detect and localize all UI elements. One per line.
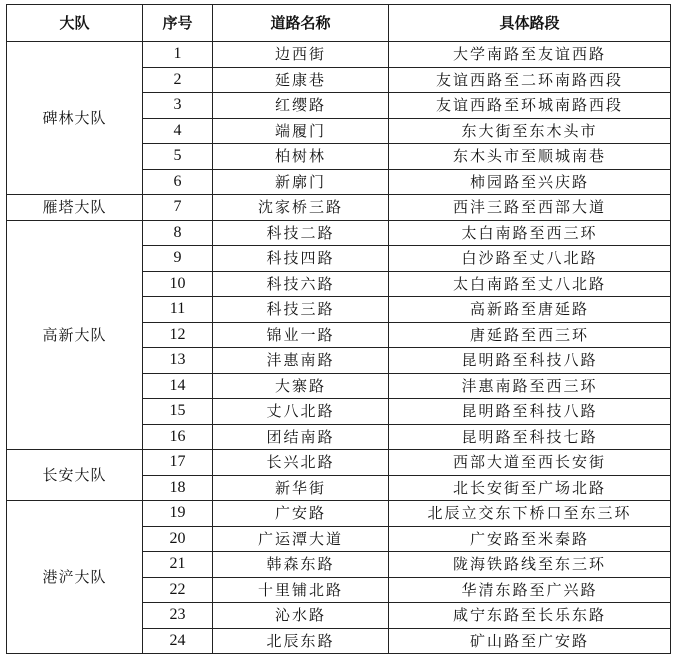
number-cell: 6 <box>143 169 213 195</box>
segment-cell: 广安路至米秦路 <box>389 526 671 552</box>
team-cell: 港浐大队 <box>7 501 143 654</box>
segment-cell: 白沙路至丈八北路 <box>389 246 671 272</box>
road-name-cell: 延康巷 <box>213 67 389 93</box>
road-name-cell: 大寨路 <box>213 373 389 399</box>
segment-cell: 太白南路至丈八北路 <box>389 271 671 297</box>
number-cell: 23 <box>143 603 213 629</box>
segment-cell: 西沣三路至西部大道 <box>389 195 671 221</box>
team-cell: 雁塔大队 <box>7 195 143 221</box>
segment-cell: 唐延路至西三环 <box>389 322 671 348</box>
road-name-cell: 新华街 <box>213 475 389 501</box>
number-cell: 1 <box>143 42 213 68</box>
segment-cell: 北辰立交东下桥口至东三环 <box>389 501 671 527</box>
segment-cell: 太白南路至西三环 <box>389 220 671 246</box>
road-name-cell: 端履门 <box>213 118 389 144</box>
table-row <box>7 501 671 527</box>
table-row <box>7 42 671 68</box>
road-name-cell: 沈家桥三路 <box>213 195 389 221</box>
segment-cell: 大学南路至友谊西路 <box>389 42 671 68</box>
number-cell: 16 <box>143 424 213 450</box>
road-table-container <box>6 4 671 654</box>
number-cell: 8 <box>143 220 213 246</box>
number-cell: 3 <box>143 93 213 119</box>
number-cell: 15 <box>143 399 213 425</box>
segment-cell: 陇海铁路线至东三环 <box>389 552 671 578</box>
number-cell: 10 <box>143 271 213 297</box>
number-cell: 9 <box>143 246 213 272</box>
header-team: 大队 <box>7 5 143 42</box>
segment-cell: 西部大道至西长安街 <box>389 450 671 476</box>
road-name-cell: 边西街 <box>213 42 389 68</box>
segment-cell: 咸宁东路至长乐东路 <box>389 603 671 629</box>
segment-cell: 北长安街至广场北路 <box>389 475 671 501</box>
segment-cell: 东大街至东木头市 <box>389 118 671 144</box>
road-name-cell: 柏树林 <box>213 144 389 170</box>
road-name-cell: 广运潭大道 <box>213 526 389 552</box>
segment-cell: 柿园路至兴庆路 <box>389 169 671 195</box>
road-name-cell: 丈八北路 <box>213 399 389 425</box>
road-name-cell: 科技六路 <box>213 271 389 297</box>
number-cell: 24 <box>143 628 213 654</box>
number-cell: 5 <box>143 144 213 170</box>
number-cell: 21 <box>143 552 213 578</box>
segment-cell: 矿山路至广安路 <box>389 628 671 654</box>
number-cell: 2 <box>143 67 213 93</box>
number-cell: 4 <box>143 118 213 144</box>
table-row <box>7 450 671 476</box>
segment-cell: 昆明路至科技八路 <box>389 399 671 425</box>
road-name-cell: 韩森东路 <box>213 552 389 578</box>
table-row <box>7 195 671 221</box>
team-cell: 长安大队 <box>7 450 143 501</box>
road-name-cell: 红缨路 <box>213 93 389 119</box>
road-name-cell: 科技二路 <box>213 220 389 246</box>
road-name-cell: 锦业一路 <box>213 322 389 348</box>
team-cell: 碑林大队 <box>7 42 143 195</box>
segment-cell: 高新路至唐延路 <box>389 297 671 323</box>
road-name-cell: 十里铺北路 <box>213 577 389 603</box>
segment-cell: 昆明路至科技八路 <box>389 348 671 374</box>
number-cell: 14 <box>143 373 213 399</box>
segment-cell: 友谊西路至环城南路西段 <box>389 93 671 119</box>
road-name-cell: 团结南路 <box>213 424 389 450</box>
header-segment: 具体路段 <box>389 5 671 42</box>
road-name-cell: 沁水路 <box>213 603 389 629</box>
segment-cell: 昆明路至科技七路 <box>389 424 671 450</box>
road-table <box>6 4 671 654</box>
number-cell: 19 <box>143 501 213 527</box>
number-cell: 17 <box>143 450 213 476</box>
road-name-cell: 科技三路 <box>213 297 389 323</box>
road-name-cell: 新廓门 <box>213 169 389 195</box>
road-name-cell: 沣惠南路 <box>213 348 389 374</box>
team-cell: 高新大队 <box>7 220 143 450</box>
segment-cell: 华清东路至广兴路 <box>389 577 671 603</box>
number-cell: 11 <box>143 297 213 323</box>
segment-cell: 友谊西路至二环南路西段 <box>389 67 671 93</box>
number-cell: 7 <box>143 195 213 221</box>
road-name-cell: 广安路 <box>213 501 389 527</box>
road-name-cell: 北辰东路 <box>213 628 389 654</box>
number-cell: 13 <box>143 348 213 374</box>
table-body <box>7 42 671 654</box>
table-row <box>7 220 671 246</box>
header-row <box>7 5 671 42</box>
header-number: 序号 <box>143 5 213 42</box>
number-cell: 22 <box>143 577 213 603</box>
number-cell: 18 <box>143 475 213 501</box>
segment-cell: 东木头市至顺城南巷 <box>389 144 671 170</box>
header-road-name: 道路名称 <box>213 5 389 42</box>
road-name-cell: 科技四路 <box>213 246 389 272</box>
segment-cell: 沣惠南路至西三环 <box>389 373 671 399</box>
number-cell: 20 <box>143 526 213 552</box>
road-name-cell: 长兴北路 <box>213 450 389 476</box>
number-cell: 12 <box>143 322 213 348</box>
